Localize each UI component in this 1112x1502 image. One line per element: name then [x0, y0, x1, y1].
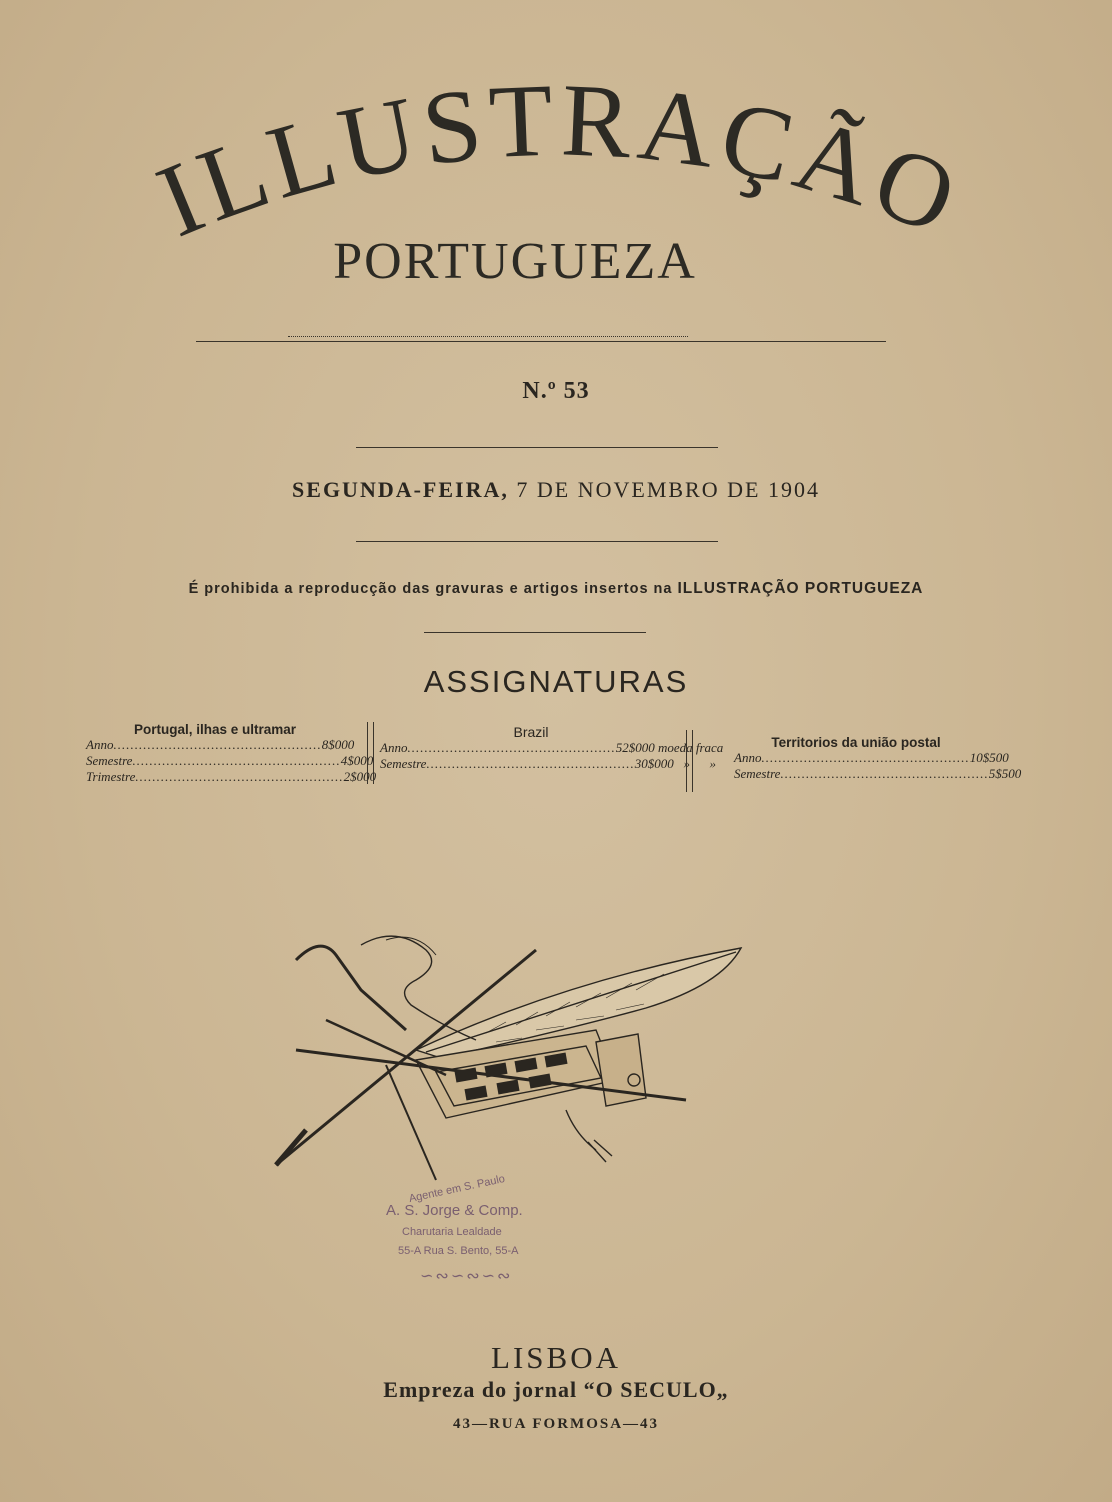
- issue-number: N.º 53: [522, 378, 590, 404]
- leader-dots: .................................................: [135, 769, 344, 784]
- imprint-publisher: Empreza do jornal “O SECULO„: [383, 1377, 729, 1402]
- leader-dots: .................................................: [132, 753, 341, 768]
- leader-dots: .................................................: [780, 766, 989, 781]
- masthead: [60, 70, 1060, 310]
- price-row: [86, 769, 377, 785]
- stamp-line-1: Agente em S. Paulo: [407, 1172, 507, 1206]
- leader-dots: .................................................: [407, 740, 616, 755]
- column-divider: [367, 722, 374, 784]
- stamp-ornament: ∽∾∽∾∽∾: [420, 1268, 513, 1285]
- price-row: [86, 753, 374, 769]
- notice-text: É prohibida a reproducção das gravuras e artigos insertos na: [188, 581, 673, 597]
- price-value: 52$000 moeda fraca: [615, 740, 724, 755]
- stamp-line-3: Charutaria Lealdade: [402, 1226, 502, 1238]
- agent-stamp: [382, 1172, 572, 1308]
- masthead-subtitle: PORTUGUEZA: [333, 233, 697, 290]
- price-label: Anno: [86, 737, 114, 752]
- price-value: 2$000: [343, 769, 377, 784]
- maulstick: [296, 946, 406, 1030]
- imprint-address: 43—RUA FORMOSA—43: [452, 1416, 660, 1432]
- tassel-cord: [566, 1110, 596, 1150]
- reproduction-notice: [0, 580, 1112, 598]
- date-rule: [356, 541, 718, 542]
- subscription-portugal-title: Portugal, ilhas e ultramar: [133, 722, 297, 737]
- price-label: Trimestre: [86, 769, 136, 784]
- pens-and-quill-illustration: [266, 930, 666, 1180]
- dateline-date: 7 DE NOVEMBRO DE 1904: [516, 477, 820, 502]
- ribbon: [361, 936, 476, 1040]
- pen-nib: [276, 1130, 306, 1165]
- leader-dots: .................................................: [761, 750, 970, 765]
- price-label: Semestre: [734, 766, 781, 781]
- issue-rule: [356, 447, 718, 448]
- price-label: Semestre: [380, 756, 427, 771]
- subscription-postal-union-title: Territorios da união postal: [771, 735, 941, 750]
- price-row: [734, 750, 1009, 766]
- masthead-title-path: ILLUSTRAÇÃO: [142, 70, 977, 260]
- imprint-city: LISBOA: [491, 1340, 621, 1375]
- leader-dots: .................................................: [113, 737, 322, 752]
- stamp-line-4: 55-A Rua S. Bento, 55-A: [398, 1245, 519, 1257]
- price-label: Anno: [734, 750, 762, 765]
- leader-dots: .................................................: [426, 756, 635, 771]
- price-value: 8$000: [321, 737, 355, 752]
- masthead-title: [142, 70, 976, 259]
- price-value: 4$000: [340, 753, 374, 768]
- subscription-brazil-title: Brazil: [513, 724, 549, 740]
- dateline: [0, 477, 1112, 503]
- column-divider: [686, 730, 693, 792]
- masthead-rule: [196, 341, 886, 342]
- notice-rule: [424, 632, 646, 633]
- price-value: 5$500: [988, 766, 1022, 781]
- subscriptions-heading: ASSIGNATURAS: [423, 664, 689, 699]
- dateline-weekday: SEGUNDA-FEIRA,: [292, 477, 509, 502]
- price-value: 10$500: [969, 750, 1009, 765]
- notice-publication: ILLUSTRAÇÃO PORTUGUEZA: [677, 580, 924, 597]
- stamp-line-2: A. S. Jorge & Comp.: [386, 1202, 523, 1219]
- subscription-brazil: [380, 724, 724, 772]
- price-row: [380, 756, 716, 772]
- price-label: Semestre: [86, 753, 133, 768]
- price-row: [734, 766, 1022, 782]
- tassel: [588, 1140, 612, 1162]
- price-row: [380, 740, 724, 756]
- masthead-rule-dotted: [288, 336, 688, 337]
- masthead-svg: [60, 70, 1060, 310]
- subscription-postal-union: [734, 735, 1022, 782]
- price-value: 30$000 » »: [634, 756, 716, 771]
- engraving-svg: [266, 930, 666, 1180]
- price-label: Anno: [380, 740, 408, 755]
- price-row: [86, 737, 355, 753]
- subscription-portugal: [86, 722, 377, 785]
